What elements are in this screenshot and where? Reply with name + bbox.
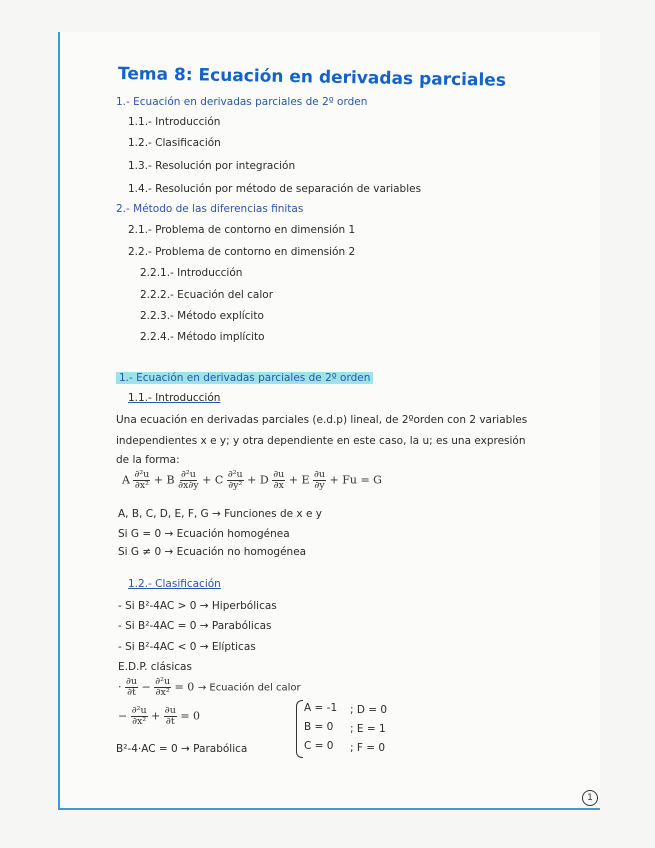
toc-item: 1.2.- Clasificación: [128, 137, 221, 149]
toc-item: 2.1.- Problema de contorno en dimensión 1: [128, 224, 356, 236]
intro-line: Una ecuación en derivadas parciales (e.d.p) lineal, de 2ºorden con 2 variables: [116, 414, 528, 426]
coef-left: B = 0: [304, 721, 334, 733]
term-uxx: $\frac{\text{∂²u}}{\text{∂x²}}$: [134, 469, 150, 491]
pde-equation: A $\frac{\text{∂²u}}{\text{∂x²}}$ + B $\frac{\text{∂²u}}{\partial x\partial y}$ + C $\frac{\text{∂²u}}{\text{∂y²}}$ + D $\frac{\partial u}{\partial x}$ + E $\frac{\partial u}{\partial y}$ + Fu = G: [122, 469, 382, 491]
toc-item: 2.- Método de las diferencias finitas: [116, 203, 304, 215]
toc-item: 2.2.4.- Método implícito: [140, 331, 265, 343]
coef-left: A = -1: [304, 702, 338, 714]
toc-item: 2.2.1.- Introducción: [140, 267, 243, 279]
functions-line: A, B, C, D, E, F, G → Funciones de x e y: [118, 508, 322, 520]
classic-pde-heading: E.D.P. clásicas: [118, 661, 192, 673]
coefficient-brace: [296, 700, 303, 758]
coef-b: B: [166, 473, 175, 487]
coef-e: E: [301, 473, 310, 487]
coef-right: ; F = 0: [350, 742, 386, 754]
page-number: 1: [582, 790, 598, 806]
coef-right: ; D = 0: [350, 704, 388, 716]
parabolic-line: B²-4·AC = 0 → Parabólica: [116, 743, 248, 755]
classification-item: - Si B²-4AC = 0 → Parabólicas: [118, 620, 272, 632]
intro-line: independientes x e y; y otra dependiente en este caso, la u; es una expresión: [116, 435, 526, 447]
intro-line: de la forma:: [116, 454, 180, 466]
toc-item: 2.2.- Problema de contorno en dimensión 2: [128, 246, 356, 258]
section-heading: 1.- Ecuación en derivadas parciales de 2º orden: [116, 372, 373, 384]
equation-tail: + Fu = G: [329, 473, 382, 487]
classification-item: - Si B²-4AC > 0 → Hiperbólicas: [118, 600, 277, 612]
coef-right: ; E = 1: [350, 723, 386, 735]
toc-item: 2.2.2.- Ecuación del calor: [140, 289, 274, 301]
classification-heading: 1.2.- Clasificación: [128, 578, 221, 590]
intro-heading: 1.1.- Introducción: [128, 392, 221, 404]
toc-item: 1.3.- Resolución por integración: [128, 160, 296, 172]
nonhomogeneous-line: Si G ≠ 0 → Ecuación no homogénea: [118, 546, 307, 558]
toc-item: 1.4.- Resolución por método de separación de variables: [128, 183, 422, 195]
heat-equation: · $\frac{\partial u}{\partial t}$ − $\frac{\text{∂²u}}{\text{∂x²}}$ = 0 → Ecuación del calor: [118, 676, 301, 698]
classification-item: - Si B²-4AC < 0 → Elípticas: [118, 641, 256, 653]
homogeneous-line: Si G = 0 → Ecuación homogénea: [118, 528, 290, 540]
term-uyy: $\frac{\text{∂²u}}{\text{∂y²}}$: [227, 469, 243, 491]
coef-d: D: [259, 473, 269, 487]
toc-item: 2.2.3.- Método explícito: [140, 310, 264, 322]
term-ux: $\frac{\partial u}{\partial x}$: [273, 469, 285, 491]
toc-item: 1.1.- Introducción: [128, 116, 221, 128]
term-uy: $\frac{\partial u}{\partial y}$: [313, 469, 326, 491]
toc-item: 1.- Ecuación en derivadas parciales de 2º orden: [116, 96, 368, 108]
coef-a: A: [122, 473, 130, 487]
heat-equation-rewritten: − $\frac{\text{∂²u}}{\text{∂x²}}$ + $\frac{\partial u}{\partial t}$ = 0: [118, 705, 201, 727]
term-uxy: $\frac{\text{∂²u}}{\partial x\partial y}$: [178, 469, 199, 491]
coef-left: C = 0: [304, 740, 334, 752]
page-title: Tema 8: Ecuación en derivadas parciales: [117, 64, 507, 91]
coef-c: C: [214, 473, 224, 487]
